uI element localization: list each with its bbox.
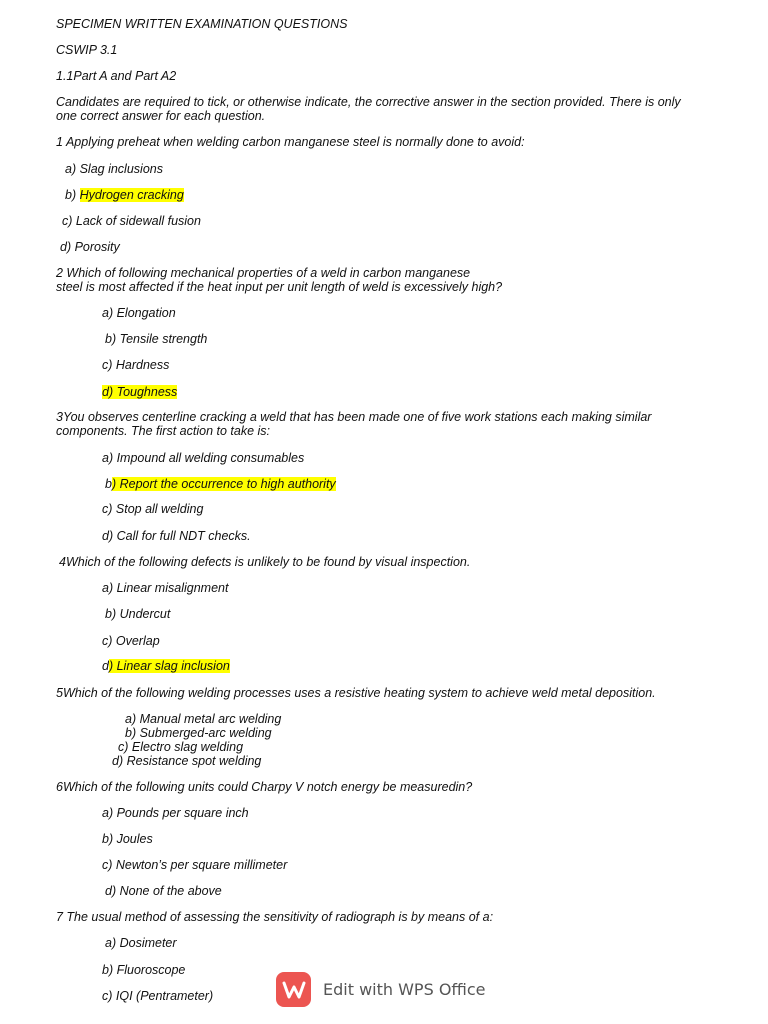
question-5-option-a: a) Manual metal arc welding <box>125 712 282 726</box>
document-title: SPECIMEN WRITTEN EXAMINATION QUESTIONS <box>56 17 348 31</box>
question-5-option-c: c) Electro slag welding <box>118 740 244 754</box>
question-4-option-a: a) Linear misalignment <box>102 581 229 595</box>
question-2-option-a: a) Elongation <box>102 306 176 320</box>
question-4-option-c: c) Overlap <box>102 634 160 648</box>
question-1-text: 1 Applying preheat when welding carbon manganese steel is normally done to avoid: <box>56 135 525 149</box>
wps-edit-label: Edit with WPS Office <box>323 980 486 999</box>
highlighted-answer: d) Toughness <box>102 385 178 399</box>
question-1-option-b: b) Hydrogen cracking <box>65 188 184 202</box>
question-1-option-c: c) Lack of sidewall fusion <box>62 214 201 228</box>
question-6-text: 6Which of the following units could Charpy V notch energy be measuredin? <box>56 780 473 794</box>
wps-logo-icon <box>276 972 311 1007</box>
question-5-text: 5Which of the following welding processes uses a resistive heating system to achieve weld metal deposition. <box>56 686 656 700</box>
question-5-option-b: b) Submerged-arc welding <box>125 726 272 740</box>
instructions-line-1: Candidates are required to tick, or otherwise indicate, the corrective answer in the section provided. There is only <box>56 95 681 109</box>
question-2-option-b: b) Tensile strength <box>105 332 208 346</box>
question-7-option-a: a) Dosimeter <box>105 936 177 950</box>
question-6-option-b: b) Joules <box>102 832 153 846</box>
highlighted-answer: ) Linear slag inclusion <box>108 659 230 673</box>
question-6-option-d: d) None of the above <box>105 884 222 898</box>
question-3-text-line-2: components. The first action to take is: <box>56 424 270 438</box>
question-2-option-c: c) Hardness <box>102 358 170 372</box>
highlighted-answer: ) Report the occurrence to high authority <box>111 477 336 491</box>
question-3-option-d: d) Call for full NDT checks. <box>102 529 251 543</box>
question-4-text: 4Which of the following defects is unlikely to be found by visual inspection. <box>59 555 471 569</box>
question-3-text-line-1: 3You observes centerline cracking a weld that has been made one of five work stations each making similar <box>56 410 652 424</box>
question-2-text-line-2: steel is most affected if the heat input per unit length of weld is excessively high? <box>56 280 503 294</box>
question-7-text: 7 The usual method of assessing the sensitivity of radiograph is by means of a: <box>56 910 494 924</box>
question-3-option-a: a) Impound all welding consumables <box>102 451 305 465</box>
question-6-option-a: a) Pounds per square inch <box>102 806 249 820</box>
question-6-option-c: c) Newton’s per square millimeter <box>102 858 288 872</box>
instructions-line-2: one correct answer for each question. <box>56 109 266 123</box>
question-2-text-line-1: 2 Which of following mechanical properties of a weld in carbon manganese <box>56 266 471 280</box>
document-code: CSWIP 3.1 <box>56 43 118 57</box>
question-3-option-b: b) Report the occurrence to high authority <box>105 477 336 491</box>
question-7-option-b: b) Fluoroscope <box>102 963 186 977</box>
question-7-option-c: c) IQI (Pentrameter) <box>102 989 214 1003</box>
question-1-option-a: a) Slag inclusions <box>65 162 163 176</box>
question-5-option-d: d) Resistance spot welding <box>112 754 262 768</box>
wps-edit-button[interactable] <box>276 972 486 1007</box>
question-1-option-d: d) Porosity <box>60 240 120 254</box>
question-3-option-c: c) Stop all welding <box>102 502 204 516</box>
section-heading: 1.1Part A and Part A2 <box>56 69 177 83</box>
question-4-option-b: b) Undercut <box>105 607 171 621</box>
question-4-option-d: d) Linear slag inclusion <box>102 659 230 673</box>
question-2-option-d <box>102 385 177 399</box>
highlighted-answer: Hydrogen cracking <box>79 188 184 202</box>
